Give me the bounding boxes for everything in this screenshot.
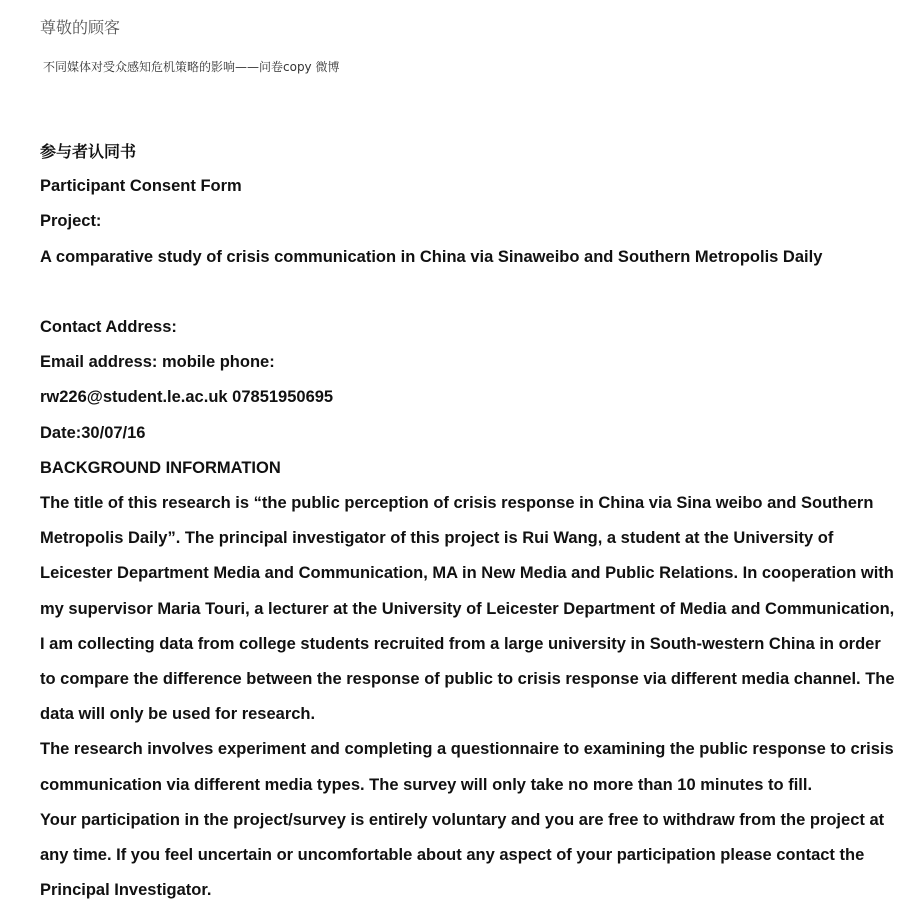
consent-title-cn: 参与者认同书 [40, 142, 137, 161]
background-paragraph [40, 486, 900, 732]
greeting: 尊敬的顾客 [40, 18, 121, 37]
background-text-line: Communication, I am collecting data from college students recruited from a large university in South-western China in order to compare [40, 599, 895, 689]
background-text-line: investigator of this project is Rui Wang, a student at the University of Leicester Department Media and Communication, MA in New [40, 529, 834, 583]
survey-title: 不同媒体对受众感知危机策略的影响——问卷copy 微博 [43, 60, 340, 74]
background-text-line: Media and Public Relations. In cooperation with my supervisor Maria Touri, a lecturer at the University of Leicester Department of Media and [40, 564, 894, 618]
project-name: A comparative study of crisis communication in China via Sinaweibo and Southern Metropolis Daily [40, 247, 823, 266]
background-text-line: The title of this research is “the public perception of crisis response in China via Sina weibo and Southern Metropolis Daily”. The principal [40, 494, 874, 548]
research-paragraph [40, 732, 900, 802]
participation-text-line: Your participation in the project/survey is entirely voluntary and you are free to withdraw from the project at any time. If you feel [40, 810, 885, 865]
email-phone-label: Email address: mobile phone: [40, 353, 275, 372]
consent-title-en: Participant Consent Form [40, 177, 242, 196]
blank-line [40, 275, 900, 310]
background-text-line: media types. The survey will only take no more than 10 minutes to fill. [264, 775, 813, 794]
background-text-line: The research involves experiment and completing a questionnaire to examining the public response to crisis communication via different [40, 740, 894, 794]
background-heading: BACKGROUND INFORMATION [40, 458, 281, 477]
email-phone-value: rw226@student.le.ac.uk 07851950695 [40, 388, 334, 407]
project-label: Project: [40, 212, 102, 231]
date-line: Date:30/07/16 [40, 423, 146, 442]
participation-paragraph [40, 803, 900, 908]
contact-address-label: Contact Address: [40, 318, 177, 336]
consent-document [40, 134, 900, 908]
participation-text-line: uncertain or uncomfortable about any aspect of your participation please contact the Principal Investigator. [40, 846, 865, 900]
background-text-line: the difference between the response of public to crisis response via different media channel. The data will only be used for research. [40, 670, 895, 724]
